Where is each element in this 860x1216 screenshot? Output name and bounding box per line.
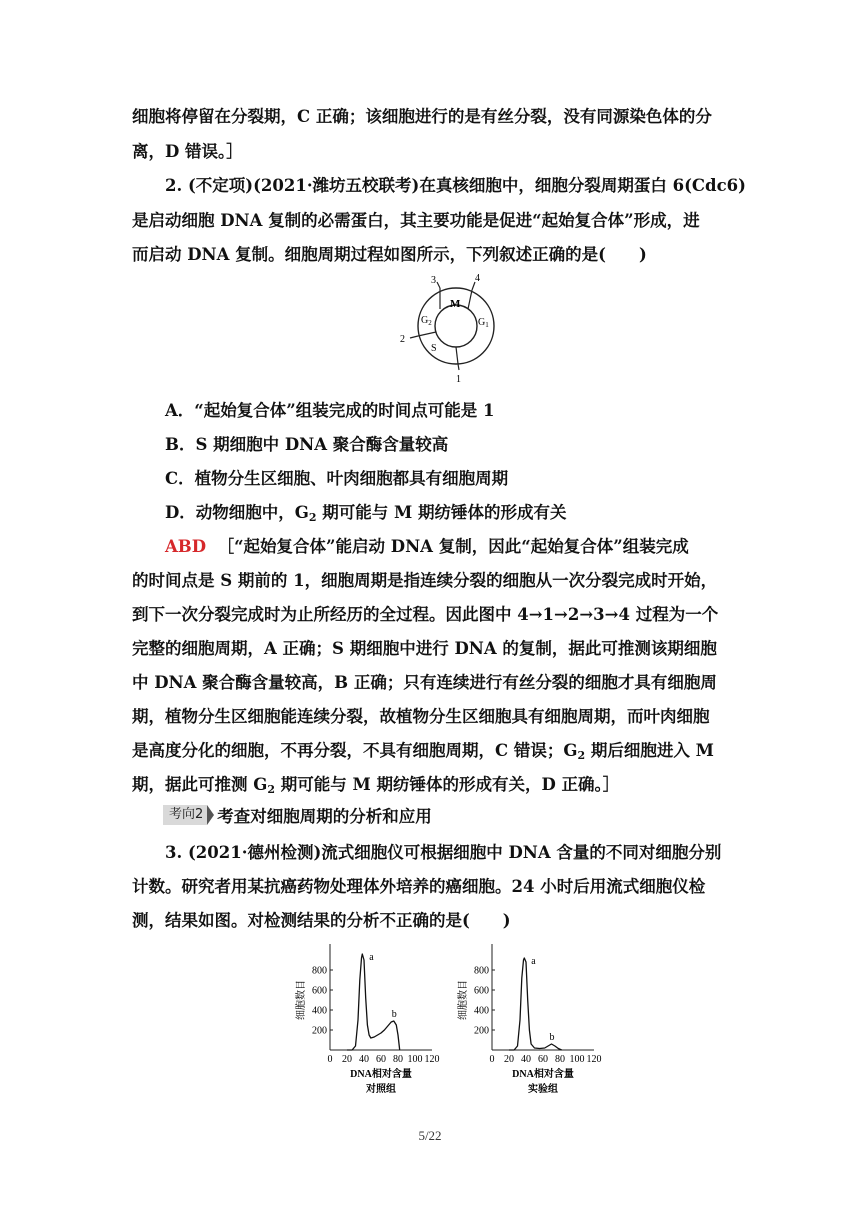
x-tick-label: 120 — [424, 1054, 440, 1065]
x-axis-label: DNA相对含量 — [512, 1069, 574, 1080]
x-tick-label: 100 — [407, 1054, 423, 1065]
phase-g1-label: $G_1$ — [478, 317, 489, 329]
answer-line: 完整的细胞周期，A 正确；S 期细胞中进行 DNA 的复制，据此可推测该期细胞 — [132, 639, 717, 658]
point-2-label: 2 — [400, 334, 405, 345]
data-curve — [347, 954, 400, 1050]
point-4-label: 4 — [475, 273, 480, 284]
y-tick-label: 200 — [312, 1025, 327, 1037]
x-tick-label: 100 — [569, 1054, 585, 1065]
x-tick-label: 20 — [504, 1054, 514, 1065]
point-3-label: 3 — [431, 275, 436, 286]
y-axis-label: 细胞数目 — [296, 980, 307, 1020]
text-line: 而启动 DNA 复制。细胞周期过程如图所示，下列叙述正确的是( ) — [132, 245, 647, 264]
peak-label-b: b — [391, 1009, 397, 1020]
phase-m-label: M — [450, 298, 461, 310]
text-line: 测，结果如图。对检测结果的分析不正确的是( ) — [132, 911, 511, 930]
x-axis-label: DNA相对含量 — [350, 1069, 412, 1080]
peak-label-a: a — [531, 956, 536, 967]
y-tick-label: 800 — [474, 965, 489, 977]
answer-line: 的时间点是 S 期前的 1，细胞周期是指连续分裂的细胞从一次分裂完成时开始， — [132, 571, 718, 590]
y-tick-label: 600 — [474, 985, 489, 997]
pointer-3 — [437, 282, 440, 288]
peak-label-b: b — [549, 1032, 555, 1043]
x-tick-label: 40 — [359, 1054, 369, 1065]
chart-caption: 实验组 — [528, 1084, 558, 1095]
inner-ring — [435, 305, 477, 347]
section-tag-title: 考查对细胞周期的分析和应用 — [217, 807, 432, 826]
option-a: A．“起始复合体”组装完成的时间点可能是 1 — [165, 401, 495, 420]
phase-s-label: S — [431, 343, 437, 354]
x-tick-label: 40 — [521, 1054, 531, 1065]
text-line: 计数。研究者用某抗癌药物处理体外培养的癌细胞。24 小时后用流式细胞仪检 — [132, 877, 706, 896]
section-tag-label: 考向2 — [163, 805, 207, 825]
y-tick-label: 600 — [312, 985, 327, 997]
answer-line: ABD ［“起始复合体”能启动 DNA 复制，因此“起始复合体”组装完成 — [165, 537, 689, 556]
page-number: 5/22 — [418, 1128, 442, 1143]
section-tag — [163, 804, 432, 826]
option-d: D．动物细胞中，$G_2$ 期可能与 M 期纺锤体的形成有关 — [165, 503, 567, 524]
x-tick-label: 80 — [555, 1054, 565, 1065]
flow-chart-control — [290, 940, 450, 1100]
flow-chart-experiment — [452, 940, 612, 1100]
answer-line: 期，据此可推测 $G_2$ 期可能与 M 期纺锤体的形成有关，D 正确。］ — [132, 775, 620, 796]
y-tick-label: 800 — [312, 965, 327, 977]
y-axis-label: 细胞数目 — [458, 980, 469, 1020]
x-tick-label: 0 — [489, 1054, 495, 1065]
x-tick-label: 20 — [342, 1054, 352, 1065]
divider-line — [456, 347, 458, 364]
x-tick-label: 60 — [538, 1054, 548, 1065]
y-tick-label: 400 — [474, 1005, 489, 1017]
option-c: C．植物分生区细胞、叶肉细胞都具有细胞周期 — [165, 469, 509, 488]
answer-key: ABD — [165, 537, 207, 556]
pointer-1 — [458, 364, 459, 370]
peak-label-a: a — [369, 952, 374, 963]
text-line: 细胞将停留在分裂期，C 正确；该细胞进行的是有丝分裂，没有同源染色体的分 — [132, 107, 712, 126]
tag-arrow-icon — [207, 805, 214, 825]
y-tick-label: 400 — [312, 1005, 327, 1017]
point-1-label: 1 — [456, 374, 461, 385]
x-tick-label: 0 — [327, 1054, 333, 1065]
divider-line — [468, 290, 472, 309]
text-line: 离，D 错误。］ — [132, 142, 243, 161]
phase-g2-label: $G_2$ — [421, 315, 432, 327]
option-b: B．S 期细胞中 DNA 聚合酶含量较高 — [165, 435, 449, 454]
answer-line: 中 DNA 聚合酶含量较高，B 正确；只有连续进行有丝分裂的细胞才具有细胞周 — [132, 673, 717, 692]
x-tick-label: 60 — [376, 1054, 386, 1065]
cell-cycle-diagram — [390, 268, 510, 388]
x-tick-label: 80 — [393, 1054, 403, 1065]
divider-line — [418, 332, 436, 336]
y-tick-label: 200 — [474, 1025, 489, 1037]
question-3-title: 3. (2021·德州检测)流式细胞仪可根据细胞中 DNA 含量的不同对细胞分别 — [165, 843, 722, 862]
answer-line: 是高度分化的细胞，不再分裂，不具有细胞周期，C 错误；$G_2$ 期后细胞进入 M — [132, 741, 714, 762]
text-line: 是启动细胞 DNA 复制的必需蛋白，其主要功能是促进“起始复合体”形成，进 — [132, 211, 700, 230]
chart-caption: 对照组 — [366, 1084, 396, 1095]
answer-line: 期，植物分生区细胞能连续分裂，故植物分生区细胞具有细胞周期，而叶肉细胞 — [132, 707, 710, 726]
question-2-title: 2. (不定项)(2021·潍坊五校联考)在真核细胞中，细胞分裂周期蛋白 6(Cdc6) — [165, 176, 746, 195]
pointer-2 — [410, 336, 418, 338]
answer-line: 到下一次分裂完成时为止所经历的全过程。因此图中 4→1→2→3→4 过程为一个 — [132, 605, 719, 624]
x-tick-label: 120 — [586, 1054, 602, 1065]
